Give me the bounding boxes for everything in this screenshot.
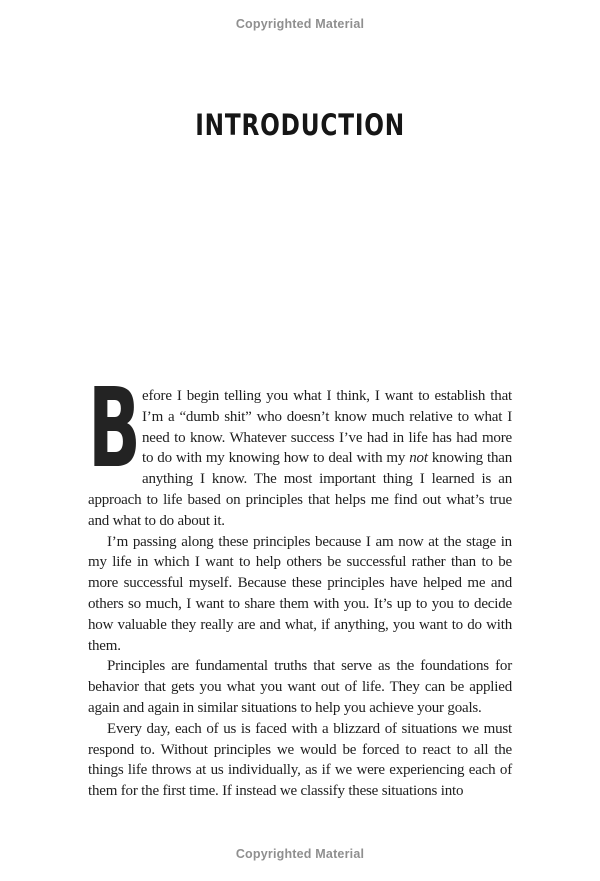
italic-word: not (409, 450, 428, 467)
body-paragraph: I’m passing along these principles because I am now at the stage in my life in which I want to help others be successful rather than to be more successful myself. Because these principles have helped me and others so much, I want to share them with you. It’s up to you to decide how valuable they really are and what, if anything, you want to do with them. (88, 533, 512, 654)
intro-paragraph (88, 364, 512, 532)
drop-cap: B (88, 364, 141, 492)
body-text-block (88, 364, 512, 802)
intro-paragraph-text-after-italic: knowing than anything I know. The most important thing I learned is an approach to life based on principles that helps me find out what’s true and what to do about it. (88, 450, 512, 529)
chapter-title-container (0, 109, 600, 142)
copyright-notice-bottom: Copyrighted Material (235, 847, 365, 861)
body-paragraph: Every day, each of us is faced with a blizzard of situations we must respond to. Without principles we would be forced to react to all the things life throws at us individually, as if we were experiencing each of them for the first time. If instead we classify these situations into (88, 720, 512, 800)
body-paragraph: Principles are fundamental truths that serve as the foundations for behavior that gets you what you want out of life. They can be applied again and again in similar situations to help you achieve your goals. (88, 658, 512, 716)
chapter-title: INTRODUCTION (195, 108, 405, 142)
copyright-notice-top: Copyrighted Material (235, 17, 365, 31)
intro-paragraph-text-before-italic: efore I begin telling you what I think, I want to establish that I’m a “dumb shit” who doesn’t know much relative to what I need to know. Whatever success I’ve had in life has had more to do with my knowing how to deal with my (142, 388, 512, 467)
